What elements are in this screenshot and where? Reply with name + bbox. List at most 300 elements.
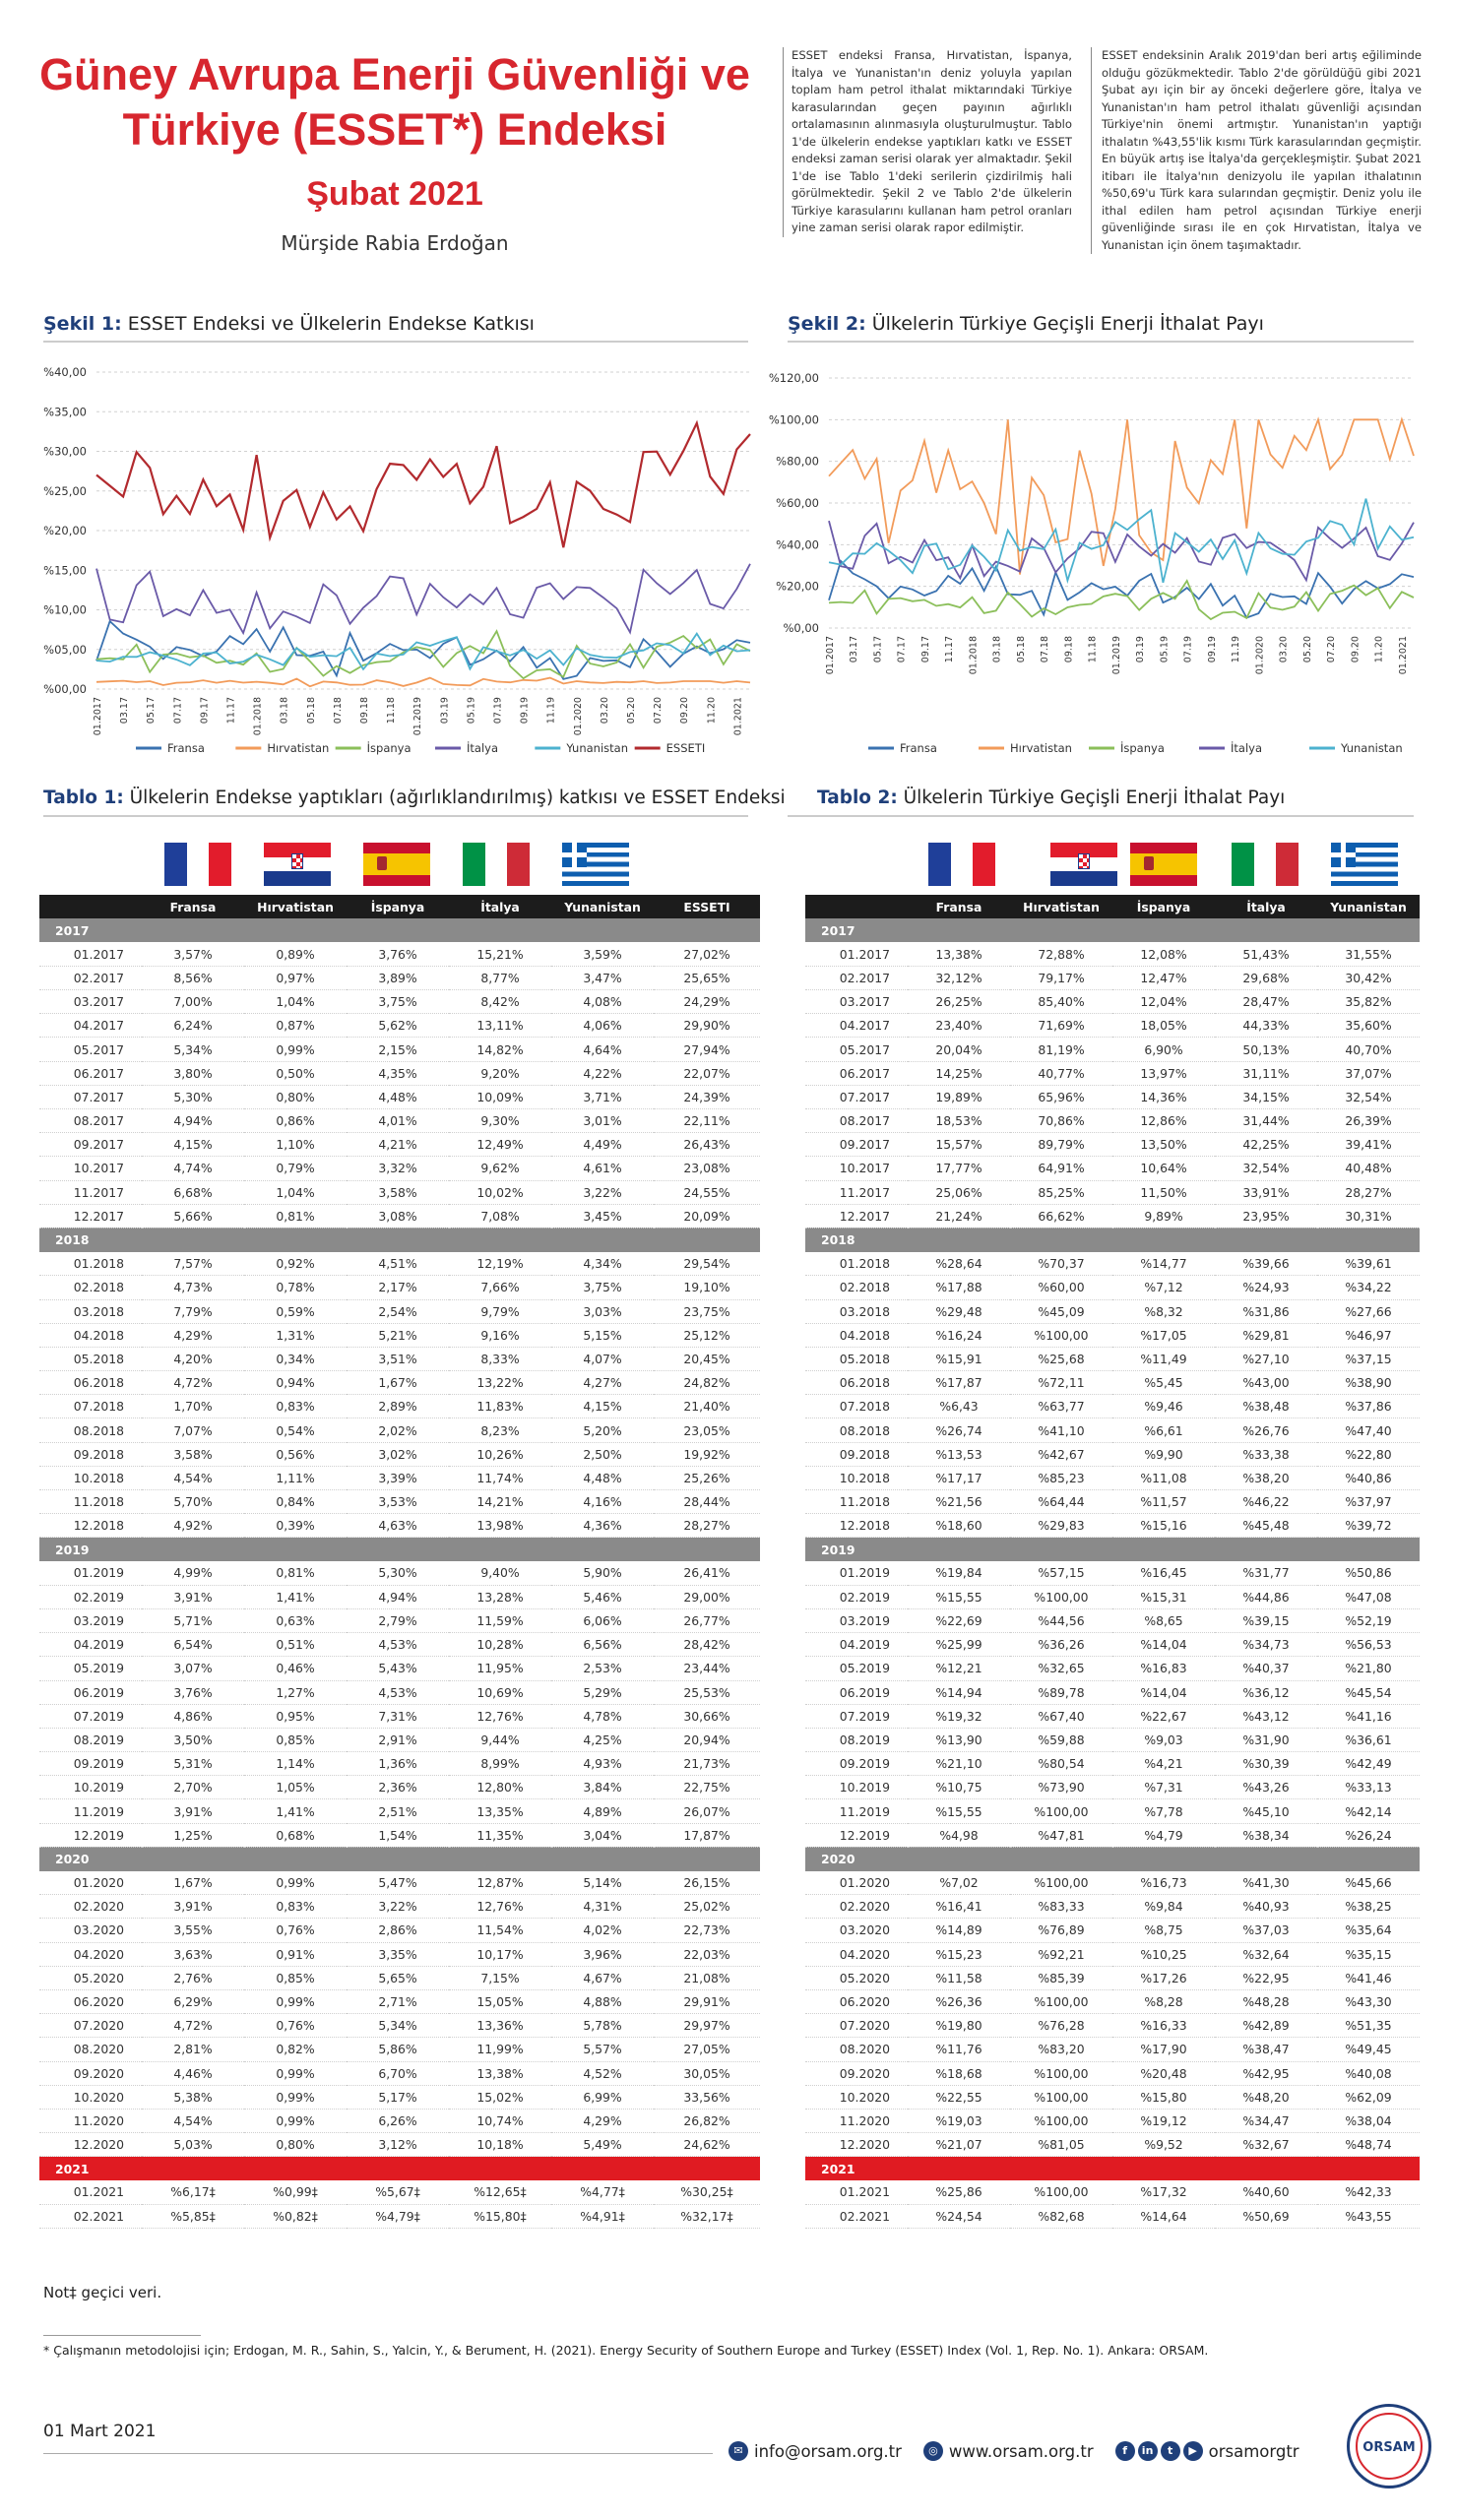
table-cell: 5,78% [551,2014,654,2038]
table-cell: %100,00 [1010,2180,1112,2204]
row-date: 07.2017 [805,1085,908,1108]
email-icon: ✉ [728,2441,748,2461]
x-tick-label: 09.19 [519,697,531,724]
table-cell: %57,15 [1010,1561,1112,1585]
row-date: 07.2019 [805,1704,908,1728]
table-cell: 27,05% [654,2038,760,2061]
row-date: 02.2021 [39,2204,142,2228]
table-cell: %45,09 [1010,1299,1112,1323]
table-cell: 4,01% [347,1109,449,1133]
table-cell: %5,45 [1112,1371,1215,1395]
row-date: 11.2020 [39,2109,142,2132]
table-cell: 2,53% [551,1657,654,1680]
table-row [805,1585,1420,1608]
chart-import-share [768,354,1424,768]
table-row [805,1038,1420,1061]
x-tick-label: 01.2021 [1397,636,1409,675]
row-date: 10.2018 [39,1466,142,1489]
table-cell: 3,96% [551,1942,654,1966]
table-cell: 4,52% [551,2061,654,2085]
table-cell: 6,26% [347,2109,449,2132]
table-cell: 71,69% [1010,1014,1112,1038]
y-tick-label: %120,00 [768,371,819,385]
table-cell: %17,17 [908,1466,1010,1489]
table-1-year-row [39,2157,760,2180]
table-cell: %19,12 [1112,2109,1215,2132]
table-cell: %48,20 [1215,2085,1317,2109]
table-cell: %100,00 [1010,1323,1112,1347]
table-row [805,1109,1420,1133]
table-2-header-cell: Yunanistan [1317,895,1420,918]
table-cell: %56,53 [1317,1633,1420,1657]
table-cell: %39,72 [1317,1514,1420,1538]
table-cell: 1,04% [244,990,347,1014]
table-cell: 79,17% [1010,966,1112,989]
table-cell: 9,20% [449,1061,551,1085]
table-row [805,2085,1420,2109]
table-cell: %4,91‡ [551,2204,654,2228]
table-cell: %38,90 [1317,1371,1420,1395]
row-date: 10.2017 [805,1157,908,1180]
table-row [39,1323,760,1347]
table-1-year-row [39,918,760,942]
table-cell: 18,53% [908,1109,1010,1133]
table-cell: %48,28 [1215,1989,1317,2013]
table-2-title-text: Ülkelerin Türkiye Geçişli Enerji İthalat Payı [903,788,1286,808]
table-cell: %41,10 [1010,1418,1112,1442]
table-cell: %49,45 [1317,2038,1420,2061]
table-cell: 5,71% [142,1608,244,1632]
table-cell: %62,09 [1317,2085,1420,2109]
table-cell: %85,23 [1010,1466,1112,1489]
row-date: 12.2018 [805,1514,908,1538]
table-cell: 29,90% [654,1014,760,1038]
table-cell: %16,33 [1112,2014,1215,2038]
series-line-fransa [829,561,1414,618]
row-date: 06.2017 [39,1061,142,1085]
y-tick-label: %60,00 [776,496,819,510]
table-cell: %20,48 [1112,2061,1215,2085]
table-row [39,1752,760,1776]
table-cell: 0,89% [244,942,347,966]
x-tick-label: 03.19 [439,697,451,724]
table-cell: %37,03 [1215,1919,1317,1942]
table-cell: 11,59% [449,1608,551,1632]
table-cell: 10,74% [449,2109,551,2132]
table-cell: 7,08% [449,1204,551,1228]
table-cell: 8,56% [142,966,244,989]
row-date: 10.2018 [805,1466,908,1489]
row-date: 05.2017 [805,1038,908,1061]
table-cell: %45,48 [1215,1514,1317,1538]
table-1-header-cell: Yunanistan [551,895,654,918]
row-date: 11.2018 [39,1490,142,1514]
table-cell: %32,64 [1215,1942,1317,1966]
report-date: Şubat 2021 [306,175,483,213]
legend-label: Yunanistan [566,741,628,755]
table-row [805,1276,1420,1299]
table-cell: 50,13% [1215,1038,1317,1061]
table-cell: 12,76% [449,1704,551,1728]
x-tick-label: 05.17 [872,636,884,663]
table-cell: %82,68 [1010,2204,1112,2228]
table-cell: 4,94% [142,1109,244,1133]
table-cell: 32,54% [1317,1085,1420,1108]
table-cell: 4,86% [142,1704,244,1728]
y-tick-label: %25,00 [43,483,87,498]
table-cell: %42,67 [1010,1442,1112,1466]
table-cell: 2,51% [347,1799,449,1823]
row-date: 06.2019 [805,1680,908,1704]
table-row [39,1871,760,1895]
table-cell: %16,24 [908,1323,1010,1347]
table-cell: 7,15% [449,1966,551,1989]
table-cell: 15,57% [908,1133,1010,1157]
chart-esset-index [39,354,758,768]
table-cell: 13,98% [449,1514,551,1538]
x-tick-label: 11.18 [386,697,398,724]
legend-label: Fransa [167,741,205,755]
footer-divider [43,2453,713,2454]
table-cell: 8,23% [449,1418,551,1442]
row-date: 08.2019 [39,1728,142,1751]
table-cell: 26,15% [654,1871,760,1895]
table-cell: 6,29% [142,1989,244,2013]
table-cell: 5,29% [551,1680,654,1704]
table-cell: %43,12 [1215,1704,1317,1728]
table-cell: 2,71% [347,1989,449,2013]
table-cell: 2,17% [347,1276,449,1299]
footer-email[interactable]: info@orsam.org.tr [754,2441,902,2461]
table-cell: %42,14 [1317,1799,1420,1823]
table-cell: 3,07% [142,1657,244,1680]
table-cell: %14,89 [908,1919,1010,1942]
y-tick-label: %05,00 [43,642,87,657]
row-date: 02.2019 [805,1585,908,1608]
row-date: 06.2020 [805,1989,908,2013]
table-row [39,2133,760,2157]
table-cell: %22,95 [1215,1966,1317,1989]
twitter-icon[interactable]: t [1161,2441,1180,2461]
table-cell: 12,49% [449,1133,551,1157]
table-cell: 3,35% [347,1942,449,1966]
table-row [39,1989,760,2013]
table-cell: 9,40% [449,1561,551,1585]
table-cell: 4,48% [551,1466,654,1489]
table-row [39,1418,760,1442]
year-label: 2018 [805,1228,1420,1251]
legend-label: Hırvatistan [267,741,330,755]
row-date: 06.2018 [39,1371,142,1395]
divider [788,341,1414,343]
row-date: 01.2021 [805,2180,908,2204]
y-tick-label: %15,00 [43,563,87,578]
x-tick-label: 05.18 [305,697,317,724]
table-cell: 0,81% [244,1561,347,1585]
table-cell: 3,75% [551,1276,654,1299]
table-cell: 3,63% [142,1942,244,1966]
table-cell: %38,04 [1317,2109,1420,2132]
table-cell: %22,69 [908,1608,1010,1632]
table-cell: 7,00% [142,990,244,1014]
table-cell: 85,25% [1010,1180,1112,1204]
table-cell: 21,73% [654,1752,760,1776]
table-cell: %15,23 [908,1942,1010,1966]
row-date: 10.2017 [39,1157,142,1180]
table-cell: %7,02 [908,1871,1010,1895]
table-row [805,1799,1420,1823]
y-tick-label: %80,00 [776,454,819,469]
table-cell: 25,02% [654,1895,760,1919]
table-cell: 3,01% [551,1109,654,1133]
table-cell: %29,48 [908,1299,1010,1323]
table-cell: 7,57% [142,1252,244,1276]
table-row [805,1895,1420,1919]
table-cell: 22,73% [654,1919,760,1942]
table-row [39,1276,760,1299]
figure-1-title [43,313,535,335]
row-date: 03.2019 [805,1608,908,1632]
table-cell: %34,73 [1215,1633,1317,1657]
table-cell: %59,88 [1010,1728,1112,1751]
table-1-year-row [39,1847,760,1870]
x-tick-label: 05.17 [146,697,158,724]
year-label: 2020 [805,1847,1420,1870]
row-date: 07.2019 [39,1704,142,1728]
table-cell: %22,80 [1317,1442,1420,1466]
table-cell: 37,07% [1317,1061,1420,1085]
row-date: 07.2020 [39,2014,142,2038]
table-cell: 20,04% [908,1038,1010,1061]
row-date: 06.2018 [805,1371,908,1395]
table-cell: %18,68 [908,2061,1010,2085]
table-cell: %26,24 [1317,1823,1420,1847]
footer-contact [728,2441,1299,2461]
table-cell: 14,25% [908,1061,1010,1085]
table-cell: %33,38 [1215,1442,1317,1466]
linkedin-icon[interactable]: in [1138,2441,1158,2461]
table-cell: 9,44% [449,1728,551,1751]
table-cell: 4,36% [551,1514,654,1538]
table-cell: 4,99% [142,1561,244,1585]
table-cell: 23,08% [654,1157,760,1180]
table-cell: 4,15% [551,1395,654,1418]
spain-flag-icon [1130,843,1197,886]
table-cell: 4,72% [142,1371,244,1395]
table-row [805,1704,1420,1728]
table-cell: 27,94% [654,1038,760,1061]
row-date: 03.2017 [805,990,908,1014]
table-cell: 26,43% [654,1133,760,1157]
table-cell: 4,21% [347,1133,449,1157]
table-cell: 3,22% [347,1895,449,1919]
table-row [39,2109,760,2132]
table-cell: %64,44 [1010,1490,1112,1514]
table-cell: 23,05% [654,1418,760,1442]
table-cell: 29,97% [654,2014,760,2038]
table-cell: 4,20% [142,1347,244,1370]
table-row [805,2204,1420,2228]
x-tick-label: 01.2021 [732,697,744,736]
table-2-header-cell: İspanya [1112,895,1215,918]
table-cell: %14,77 [1112,1252,1215,1276]
table-cell: %21,80 [1317,1657,1420,1680]
table-row [805,1776,1420,1799]
table-cell: 0,85% [244,1966,347,1989]
table-cell: 30,05% [654,2061,760,2085]
row-date: 11.2020 [805,2109,908,2132]
table-row [39,2180,760,2204]
row-date: 12.2017 [39,1204,142,1228]
row-date: 04.2020 [805,1942,908,1966]
footer-date: 01 Mart 2021 [43,2422,157,2441]
table-cell: %8,28 [1112,1989,1215,2013]
x-tick-label: 11.19 [545,697,557,724]
table-cell: %30,25‡ [654,2180,760,2204]
table-cell: %38,34 [1215,1823,1317,1847]
table-cell: 5,17% [347,2085,449,2109]
series-line-esseti [96,423,750,547]
x-tick-label: 03.19 [1135,636,1147,663]
table-1-header-cell: ESSETI [654,895,760,918]
table-row [805,1490,1420,1514]
table-cell: %17,05 [1112,1323,1215,1347]
table-cell: %100,00 [1010,2085,1112,2109]
table-cell: 89,79% [1010,1133,1112,1157]
table-cell: 35,60% [1317,1014,1420,1038]
table-cell: 1,41% [244,1799,347,1823]
globe-icon: ◎ [923,2441,943,2461]
table-row [805,1371,1420,1395]
table-cell: 4,46% [142,2061,244,2085]
table-cell: 0,84% [244,1490,347,1514]
table-cell: 26,41% [654,1561,760,1585]
table-cell: %41,30 [1215,1871,1317,1895]
year-label: 2019 [39,1538,760,1561]
table-cell: 24,39% [654,1085,760,1108]
row-date: 08.2018 [39,1418,142,1442]
table-cell: %38,20 [1215,1466,1317,1489]
row-date: 04.2019 [39,1633,142,1657]
table-row [805,966,1420,989]
table-cell: 0,99% [244,1871,347,1895]
table-cell: 7,66% [449,1276,551,1299]
table-1-header-cell: İspanya [347,895,449,918]
x-tick-label: 09.17 [919,636,931,663]
table-row [39,1252,760,1276]
table-cell: 21,08% [654,1966,760,1989]
row-date: 06.2019 [39,1680,142,1704]
table-cell: %22,67 [1112,1704,1215,1728]
table-cell: 13,97% [1112,1061,1215,1085]
youtube-icon[interactable]: ▶ [1183,2441,1203,2461]
table-cell: 9,16% [449,1323,551,1347]
table-cell: %39,15 [1215,1608,1317,1632]
row-date: 05.2018 [39,1347,142,1370]
legend-label: Fransa [900,741,937,755]
table-cell: 72,88% [1010,942,1112,966]
table-row [39,1085,760,1108]
table-cell: 0,86% [244,1109,347,1133]
table-cell: %45,10 [1215,1799,1317,1823]
table-cell: 4,88% [551,1989,654,2013]
table-cell: %19,03 [908,2109,1010,2132]
legend-label: İspanya [366,741,412,755]
table-cell: 1,67% [142,1871,244,1895]
table-2-year-row [805,1228,1420,1251]
table-cell: 81,19% [1010,1038,1112,1061]
table-cell: 4,49% [551,1133,654,1157]
table-row [805,1418,1420,1442]
table-cell: %50,86 [1317,1561,1420,1585]
table-cell: 4,31% [551,1895,654,1919]
row-date: 08.2017 [805,1109,908,1133]
year-label: 2021 [39,2157,760,2180]
table-row [805,2061,1420,2085]
table-cell: %4,79‡ [347,2204,449,2228]
table-cell: %21,56 [908,1490,1010,1514]
table-cell: 3,57% [142,942,244,966]
table-cell: %17,90 [1112,2038,1215,2061]
table-cell: 4,29% [142,1323,244,1347]
table-cell: %31,90 [1215,1728,1317,1751]
table-cell: %73,90 [1010,1776,1112,1799]
orsam-logo-text: ORSAM [1362,2440,1416,2455]
row-date: 10.2020 [39,2085,142,2109]
table-cell: %76,28 [1010,2014,1112,2038]
facebook-icon[interactable]: f [1115,2441,1135,2461]
table-row [805,1657,1420,1680]
row-date: 01.2019 [805,1561,908,1585]
table-cell: 5,14% [551,1871,654,1895]
table-cell: %5,85‡ [142,2204,244,2228]
table-cell: 4,54% [142,2109,244,2132]
row-date: 12.2019 [39,1823,142,1847]
table-row [39,2085,760,2109]
table-cell: 0,50% [244,1061,347,1085]
x-tick-label: 09.17 [199,697,211,724]
table-cell: 4,53% [347,1680,449,1704]
table-cell: 30,66% [654,1704,760,1728]
table-cell: 1,10% [244,1133,347,1157]
table-cell: 3,71% [551,1085,654,1108]
table-cell: 5,65% [347,1966,449,1989]
x-tick-label: 05.19 [466,697,477,724]
table-row [805,1680,1420,1704]
table-cell: 0,39% [244,1514,347,1538]
table-cell: %9,84 [1112,1895,1215,1919]
table-cell: %24,54 [908,2204,1010,2228]
table-cell: 26,82% [654,2109,760,2132]
table-cell: %10,25 [1112,1942,1215,1966]
table-cell: %15,91 [908,1347,1010,1370]
table-cell: 1,05% [244,1776,347,1799]
x-tick-label: 11.17 [225,697,237,724]
table-row [805,2109,1420,2132]
table-2-flags [768,843,1457,886]
footer-social-handle[interactable]: orsamorgtr [1208,2441,1299,2461]
table-row [39,1157,760,1180]
table-row [39,1038,760,1061]
table-cell: 33,91% [1215,1180,1317,1204]
table-cell: %12,21 [908,1657,1010,1680]
table-cell: 4,72% [142,2014,244,2038]
row-date: 09.2018 [805,1442,908,1466]
orsam-logo [1347,2404,1431,2488]
footer-website[interactable]: www.orsam.org.tr [948,2441,1094,2461]
table-cell: 3,08% [347,1204,449,1228]
x-tick-label: 07.20 [653,697,665,724]
